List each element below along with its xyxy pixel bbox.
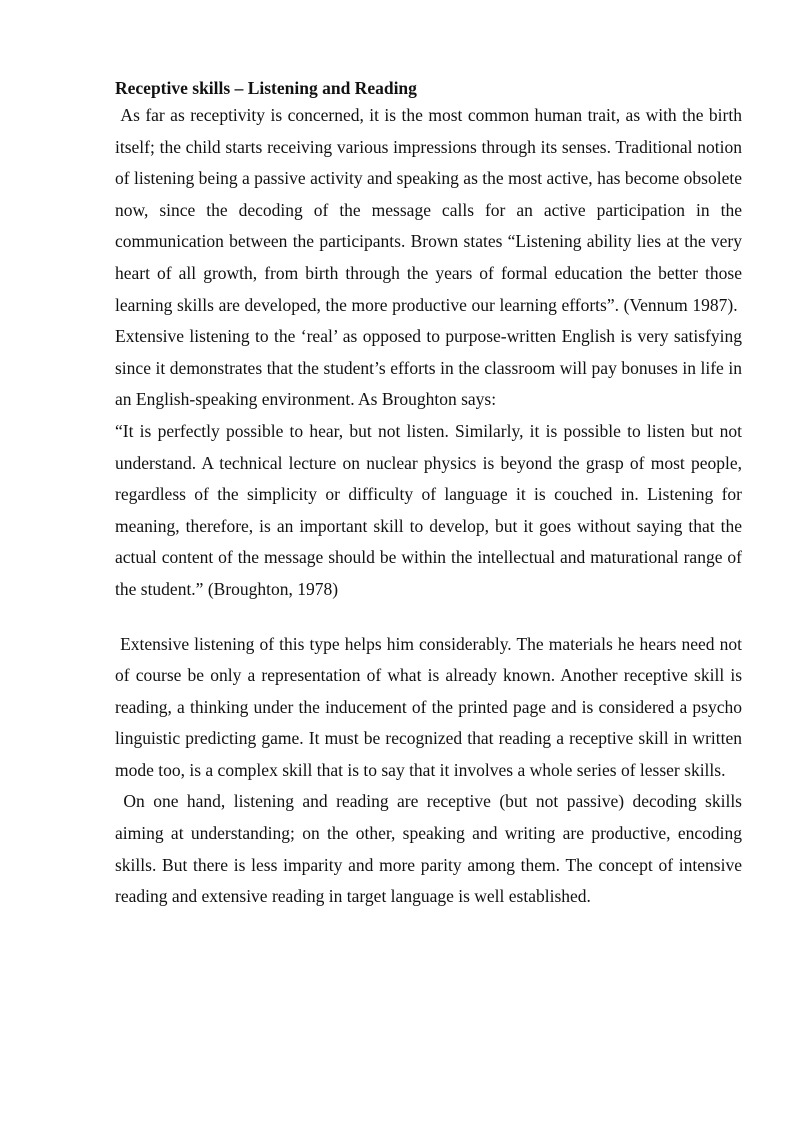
paragraph-spacer [115,606,742,629]
paragraph-receptive-productive: On one hand, listening and reading are receptive (but not passive) decoding skills aiming at understanding; on the other, speaking and writing are productive, encoding skills. But there is less imparity and more parity among them. The concept of intensive reading and extensive reading in target language is well established. [115,791,742,907]
section-heading: Receptive skills – Listening and Reading [115,78,417,98]
paragraph-intro: As far as receptivity is concerned, it is the most common human trait, as with the birth itself; the child starts receiving various impressions through its senses. Traditional notion of listening being a passive activity and speaking as the most active, has become obsolete now, since the decoding of the message calls for an active participation in the communication between the participants. Brown states “Listening ability lies at the very heart of all growth, from birth through the years of formal education the better those learning skills are developed, the more productive our learning efforts”. (Vennum 1987). Extensive listening to the ‘real’ as opposed to purpose-written English is very satisfying since it demonstrates that the student’s efforts in the classroom will pay bonuses in life in an English-speaking environment. As Broughton says: [115,105,742,410]
document-body [115,76,742,913]
paragraph-quote: “It is perfectly possible to hear, but not listen. Similarly, it is possible to listen but not understand. A technical lecture on nuclear physics is beyond the grasp of most people, regardless of the simplicity or difficulty of language it is couched in. Listening for meaning, therefore, is an important skill to develop, but it goes without saying that the actual content of the message should be within the intellectual and maturational range of the student.” (Broughton, 1978) [115,420,742,599]
paragraph-extensive-listening: Extensive listening of this type helps him considerably. The materials he hears need not of course be only a representation of what is already known. Another receptive skill is reading, a thinking under the inducement of the printed page and is considered a psycho linguistic predicting game. It must be recognized that reading a receptive skill in written mode too, is a complex skill that is to say that it involves a whole series of lesser skills. [115,633,742,780]
